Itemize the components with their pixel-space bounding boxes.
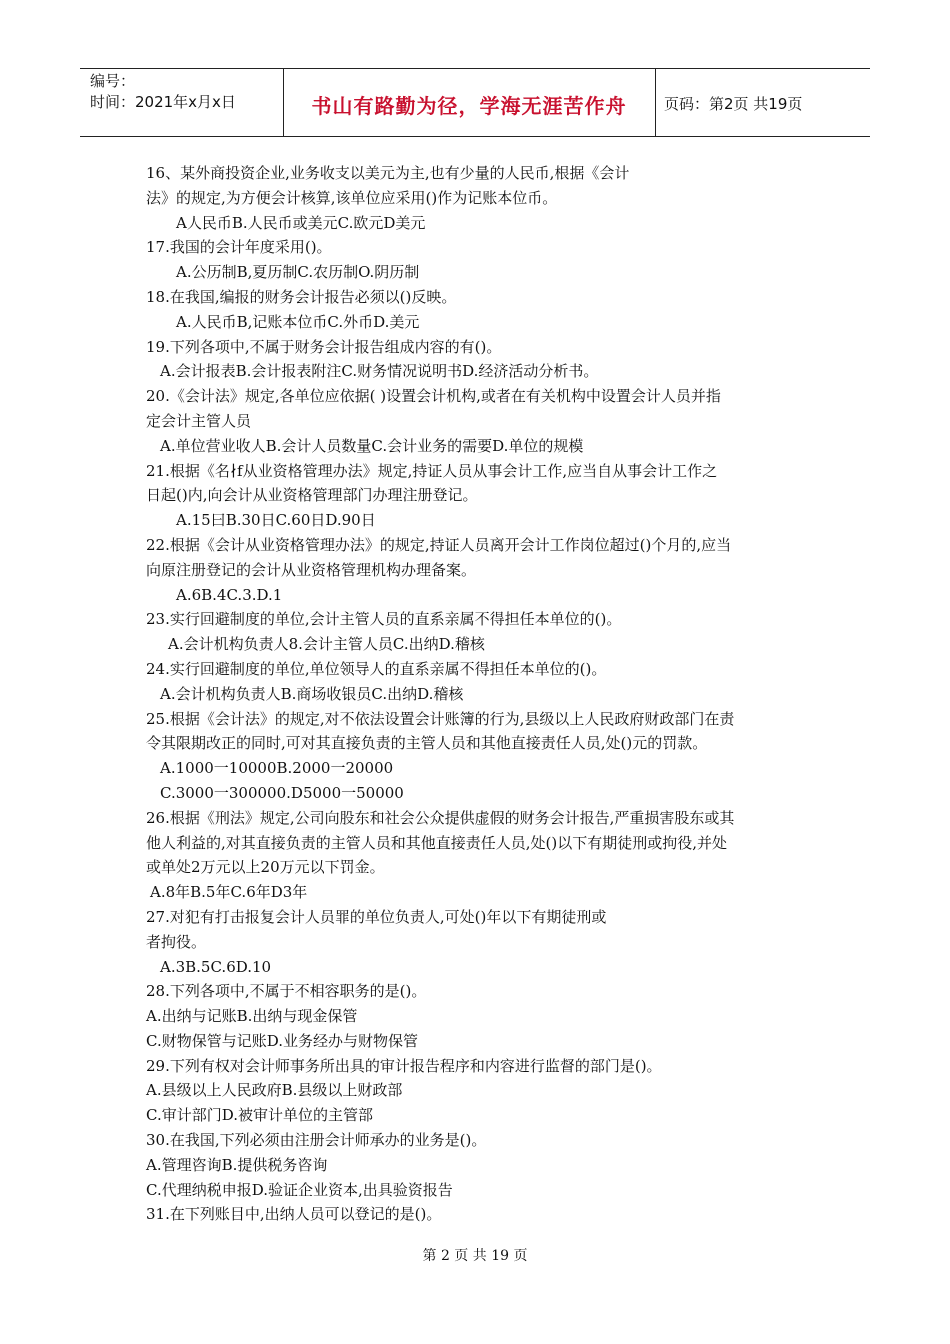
header-left-block xyxy=(90,71,236,113)
text-line: 或单处2万元以上20万元以下罚金。 xyxy=(146,858,385,877)
text-line: C.财物保管与记账D.业务经办与财物保管 xyxy=(146,1031,418,1050)
text-line: A.出纳与记账B.出纳与现金保管 xyxy=(146,1007,358,1026)
text-line: A人民币B.人民币或美元C.欧元D美元 xyxy=(176,213,426,232)
text-line: A.县级以上人民政府B.县级以上财政部 xyxy=(146,1081,403,1100)
text-line: 他人利益的,对其直接负责的主管人员和其他直接责任人员,处()以下有期徒刑或拘役,并处 xyxy=(146,833,728,852)
text-line: 17.我国的会计年度采用()。 xyxy=(146,238,332,257)
text-line: 27.对犯有打击报复会计人员罪的单位负责人,可处()年以下有期徒刑或 xyxy=(146,907,607,926)
text-line: A.公历制B,夏历制C.农历制O.阴历制 xyxy=(176,263,420,282)
text-line: 法》的规定,为方便会计核算,该单位应采用()作为记账本位币。 xyxy=(146,188,558,207)
text-line: A.8年B.5年C.6年D3年 xyxy=(150,883,308,902)
text-line: 令其限期改正的同时,可对其直接负责的主管人员和其他直接责任人员,处()元的罚款。 xyxy=(146,734,708,753)
text-line: 18.在我国,编报的财务会计报告必须以()反映。 xyxy=(146,287,457,306)
text-line: A.15曰B.30日C.60日D.90日 xyxy=(176,511,376,530)
text-line: C.审计部门D.被审计单位的主管部 xyxy=(146,1106,373,1125)
text-line: 19.下列各项中,不属于财务会计报告组成内容的有()。 xyxy=(146,337,502,356)
header-motto: 书山有路勤为径，学海无涯苦作舟 xyxy=(311,94,627,118)
text-line: 25.根据《会计法》的规定,对不依法设置会计账簿的行为,县级以上人民政府财政部门在责 xyxy=(146,709,735,728)
text-line: C.代理纳税申报D.验证企业资本,出具验资报告 xyxy=(146,1180,453,1199)
page-footer: 第 2 页 共 19 页 xyxy=(422,1248,528,1264)
text-line: 23.实行回避制度的单位,会计主管人员的直系亲属不得担任本单位的()。 xyxy=(146,610,622,629)
doc-number-label: 编号： xyxy=(90,72,136,90)
text-line: 向原注册登记的会计从业资格管理机构办理备案。 xyxy=(146,560,477,579)
doc-time-label: 时间：2021年x月x日 xyxy=(90,93,236,111)
text-line: 29.下列有权对会计师事务所出具的审计报告程序和内容进行监督的部门是()。 xyxy=(146,1056,662,1075)
text-line: 28.下列各项中,不属于不相容职务的是()。 xyxy=(146,982,427,1001)
text-line: A.单位营业收人B.会计人员数量C.会计业务的需要D.单位的规模 xyxy=(160,436,584,455)
question-list xyxy=(146,161,816,1227)
text-line: A.1000一10000B.2000一20000 xyxy=(160,759,394,778)
text-line: C.3000一300000.D5000一50000 xyxy=(160,783,404,802)
header-bottom-rule xyxy=(80,136,870,137)
text-line: 22.根据《会计从业资格管理办法》的规定,持证人员离开会计工作岗位超过()个月的,应当 xyxy=(146,535,732,554)
text-line: A.会计报表B.会计报表附注C.财务情况说明书D.经济活动分析书。 xyxy=(160,362,599,381)
text-line: A.会计机构负责人8.会计主管人员C.出纳D.稽核 xyxy=(168,635,485,654)
text-line: 者拘役。 xyxy=(146,932,207,951)
text-line: A.人民币B,记账本位币C.外币D.美元 xyxy=(176,312,420,331)
header-page-label: 页码：第2页 共19页 xyxy=(664,95,803,113)
text-line: 16、某外商投资企业,业务收支以美元为主,也有少量的人民币,根据《会计 xyxy=(146,164,630,182)
text-line: 31.在下列账目中,出纳人员可以登记的是()。 xyxy=(146,1205,442,1224)
text-line: 20.《会计法》规定,各单位应依据( )设置会计机构,或者在有关机构中设置会计人员并指 xyxy=(146,387,721,406)
header-top-rule xyxy=(80,68,870,69)
text-line: 定会计主管人员 xyxy=(146,411,252,430)
header-divider-right xyxy=(655,68,656,136)
text-line: 26.根据《刑法》规定,公司向股东和社会公众提供虚假的财务会计报告,严重损害股东或其 xyxy=(146,808,735,827)
text-line: 30.在我国,下列必须由注册会计师承办的业务是()。 xyxy=(146,1131,487,1150)
text-line: A.3B.5C.6D.10 xyxy=(160,957,272,976)
text-line: A.会计机构负责人B.商场收银员C.出纳D.稽核 xyxy=(160,684,464,703)
text-line: A.管理咨询B.提供税务咨询 xyxy=(146,1155,328,1174)
text-line: A.6B.4C.3.D.1 xyxy=(176,585,283,604)
text-line: 24.实行回避制度的单位,单位领导人的直系亲属不得担任本单位的()。 xyxy=(146,659,607,678)
text-line: 日起()内,向会计从业资格管理部门办理注册登记。 xyxy=(146,486,478,505)
text-line: 21.根据《名∤f从业资格管理办法》规定,持证人员从事会计工作,应当自从事会计工作之 xyxy=(146,461,718,480)
